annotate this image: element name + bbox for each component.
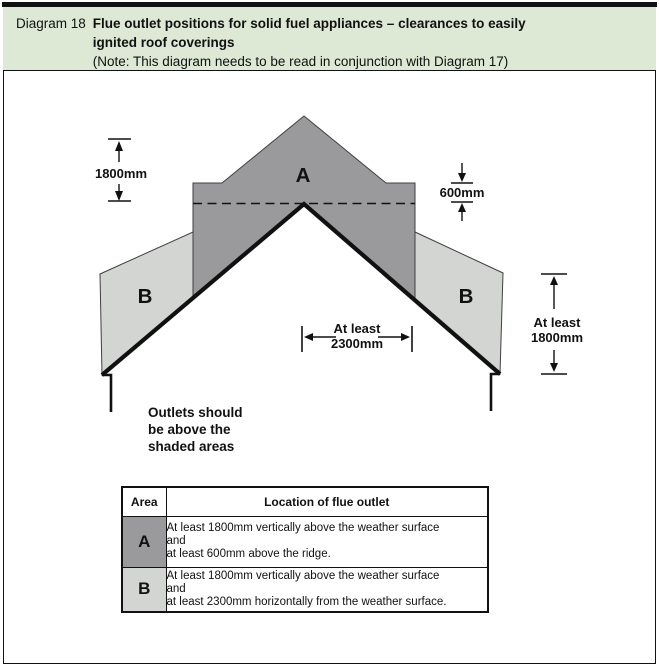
- dim-2300-label-line1: At least: [333, 321, 381, 336]
- outlets-note-line2: be above the: [148, 422, 231, 437]
- outlets-note-line1: Outlets should: [148, 405, 243, 420]
- arrow-left-icon: [304, 333, 313, 341]
- area-a-letter: A: [295, 164, 311, 187]
- arrow-down-icon: [550, 363, 558, 372]
- area-b-key-cell: B: [122, 567, 166, 612]
- table-header-location: Location of flue outlet: [166, 487, 488, 516]
- area-a-location-line1: At least 1800mm vertically above the weather surface: [166, 522, 440, 534]
- area-a-key-cell: A: [122, 516, 166, 567]
- arrow-up-icon: [458, 203, 466, 212]
- area-b-location-line1: At least 1800mm vertically above the weather surface: [166, 569, 440, 582]
- dim-1800-right: [531, 274, 583, 374]
- area-a-location-line2: and: [166, 535, 186, 547]
- area-b-right-letter: B: [458, 285, 474, 308]
- figure-number: Diagram 18: [16, 16, 86, 31]
- figure-note: (Note: This diagram needs to be read in conjunction with Diagram 17): [92, 54, 509, 69]
- arrow-down-icon: [458, 173, 466, 182]
- dim-1800-right-label-line1: At least: [533, 315, 581, 330]
- dim-600-label: 600mm: [439, 185, 485, 200]
- left-eaves-wall: [102, 375, 111, 412]
- area-a-location-cell: [166, 516, 488, 567]
- dim-2300-horizontal: [302, 321, 412, 352]
- outlets-note-line3: shaded areas: [148, 439, 235, 454]
- area-b-location-line3: at least 2300mm horizontally from the weather surface.: [166, 595, 447, 608]
- dim-1800-left: [95, 139, 147, 201]
- table-header-area: Area: [122, 487, 166, 516]
- dim-600-above-ridge: [440, 163, 485, 221]
- area-a-location-line3: at least 600mm above the ridge.: [166, 548, 331, 560]
- area-b-location-line2: and: [166, 582, 186, 595]
- right-eaves-wall: [491, 374, 500, 411]
- figure-title-line2: ignited roof coverings: [92, 35, 235, 50]
- arrow-right-icon: [401, 333, 410, 341]
- dim-1800-left-label: 1800mm: [94, 166, 148, 181]
- table-row: [122, 516, 488, 567]
- dim-2300-label-line2: 2300mm: [330, 336, 384, 351]
- figure-body: [3, 70, 656, 664]
- arrow-down-icon: [115, 191, 123, 201]
- figure-title-line1: Flue outlet positions for solid fuel appliances – clearances to easily: [92, 16, 526, 31]
- flue-outlet-table: [121, 486, 489, 613]
- area-b-left-letter: B: [137, 285, 153, 308]
- dim-1800-right-label-line2: 1800mm: [530, 330, 584, 345]
- figure-title-block: [93, 14, 526, 71]
- table-row: [122, 567, 488, 612]
- outlets-note: [148, 405, 243, 454]
- figure-header: [3, 7, 656, 70]
- area-b-location-cell: [166, 567, 488, 612]
